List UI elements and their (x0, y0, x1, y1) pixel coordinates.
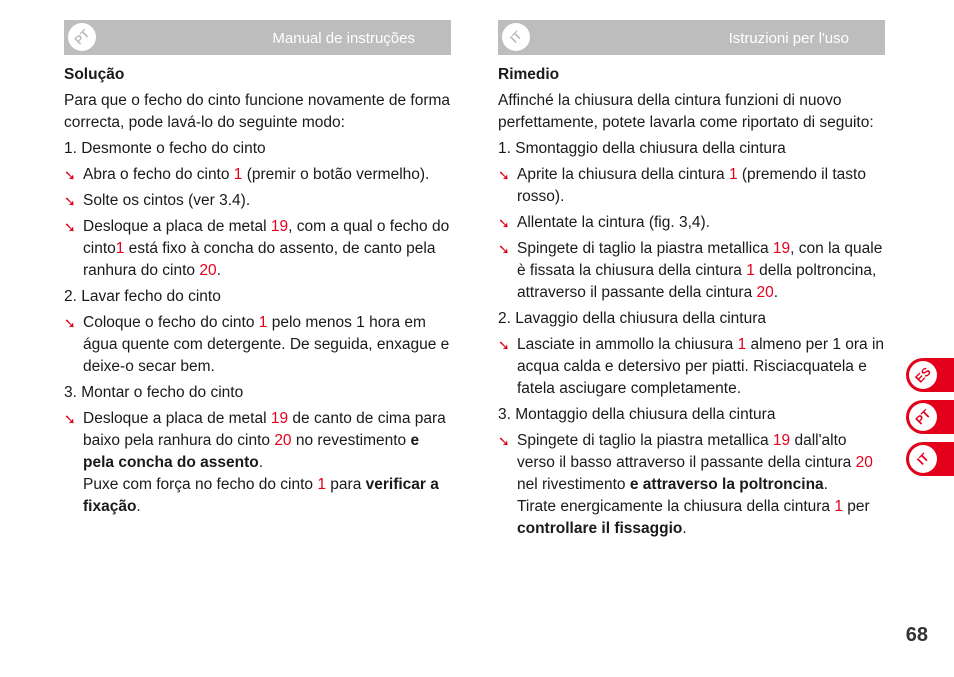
arrow-icon: ➘ (64, 219, 76, 235)
language-tab-es[interactable]: ES (906, 358, 954, 392)
header-right (498, 20, 885, 55)
instruction-step: ➘ Solte os cintos (ver 3.4). (64, 190, 452, 212)
arrow-icon: ➘ (498, 337, 510, 353)
arrow-icon: ➘ (64, 315, 76, 331)
instruction-step: ➘ Aprite la chiusura della cintura 1 (premendo il tasto rosso). (498, 166, 866, 205)
instruction-step: ➘ Desloque a placa de metal 19, com a qual o fecho do cinto1 está fixo à concha do assento, de canto pela ranhura do cinto 20. (64, 218, 450, 279)
language-badge-pt: PT (68, 23, 96, 51)
arrow-icon: ➘ (64, 193, 76, 209)
arrow-icon: ➘ (64, 167, 76, 183)
section-heading: Solução (64, 66, 125, 83)
page-number: 68 (905, 624, 928, 646)
step-heading-2: 2. Lavaggio della chiusura della cintura (498, 310, 766, 327)
column-left (64, 64, 452, 522)
instruction-step: ➘ Spingete di taglio la piastra metallica 19 dall'alto verso il basso attraverso il passante della cintura 20 nel rivestimento e attraverso la poltroncina. Tirate energicamente la chiusura della cintura 1 per controllare il fissaggio. (498, 432, 873, 537)
instruction-step: ➘ Desloque a placa de metal 19 de canto de cima para baixo pela ranhura do cinto 20 no revestimento e pela concha do assento. Puxe com força no fecho do cinto 1 para verificar a fixação. (64, 410, 446, 515)
step-heading-3: 3. Montaggio della chiusura della cintura (498, 406, 776, 423)
header-left (64, 20, 451, 55)
header-title-left: Manual de instruções (272, 30, 415, 47)
step-heading-1: 1. Smontaggio della chiusura della cintura (498, 140, 786, 157)
step-heading-1: 1. Desmonte o fecho do cinto (64, 140, 266, 157)
arrow-icon: ➘ (498, 433, 510, 449)
intro-text: Affinché la chiusura della cintura funzioni di nuovo perfettamente, potete lavarla come riportato di seguito: (498, 92, 874, 131)
instruction-step: ➘ Allentate la cintura (fig. 3,4). (498, 212, 886, 234)
language-tab-it[interactable]: IT (906, 442, 954, 476)
header-title-right: Istruzioni per l'uso (728, 30, 849, 47)
arrow-icon: ➘ (64, 411, 76, 427)
instruction-step: ➘ Lasciate in ammollo la chiusura 1 almeno per 1 ora in acqua calda e detersivo per piatti. Risciacquatela e fatela asciugare completamente. (498, 336, 885, 397)
intro-text: Para que o fecho do cinto funcione novamente de forma correcta, pode lavá-lo do seguinte modo: (64, 92, 451, 131)
arrow-icon: ➘ (498, 241, 510, 257)
language-badge-it: IT (502, 23, 530, 51)
instruction-step: ➘ Coloque o fecho do cinto 1 pelo menos 1 hora em água quente com detergente. De seguida, enxague e deixe-o secar bem. (64, 314, 450, 375)
language-tabs (906, 358, 954, 484)
arrow-icon: ➘ (498, 215, 510, 231)
arrow-icon: ➘ (498, 167, 510, 183)
language-tab-pt[interactable]: PT (906, 400, 954, 434)
step-heading-3: 3. Montar o fecho do cinto (64, 384, 244, 401)
step-heading-2: 2. Lavar fecho do cinto (64, 288, 221, 305)
instruction-step: ➘ Spingete di taglio la piastra metallica 19, con la quale è fissata la chiusura della cintura 1 della poltroncina, attraverso il passante della cintura 20. (498, 240, 883, 301)
instruction-step: ➘ Abra o fecho do cinto 1 (premir o botão vermelho). (64, 164, 452, 186)
section-heading: Rimedio (498, 66, 560, 83)
column-right (498, 64, 886, 544)
